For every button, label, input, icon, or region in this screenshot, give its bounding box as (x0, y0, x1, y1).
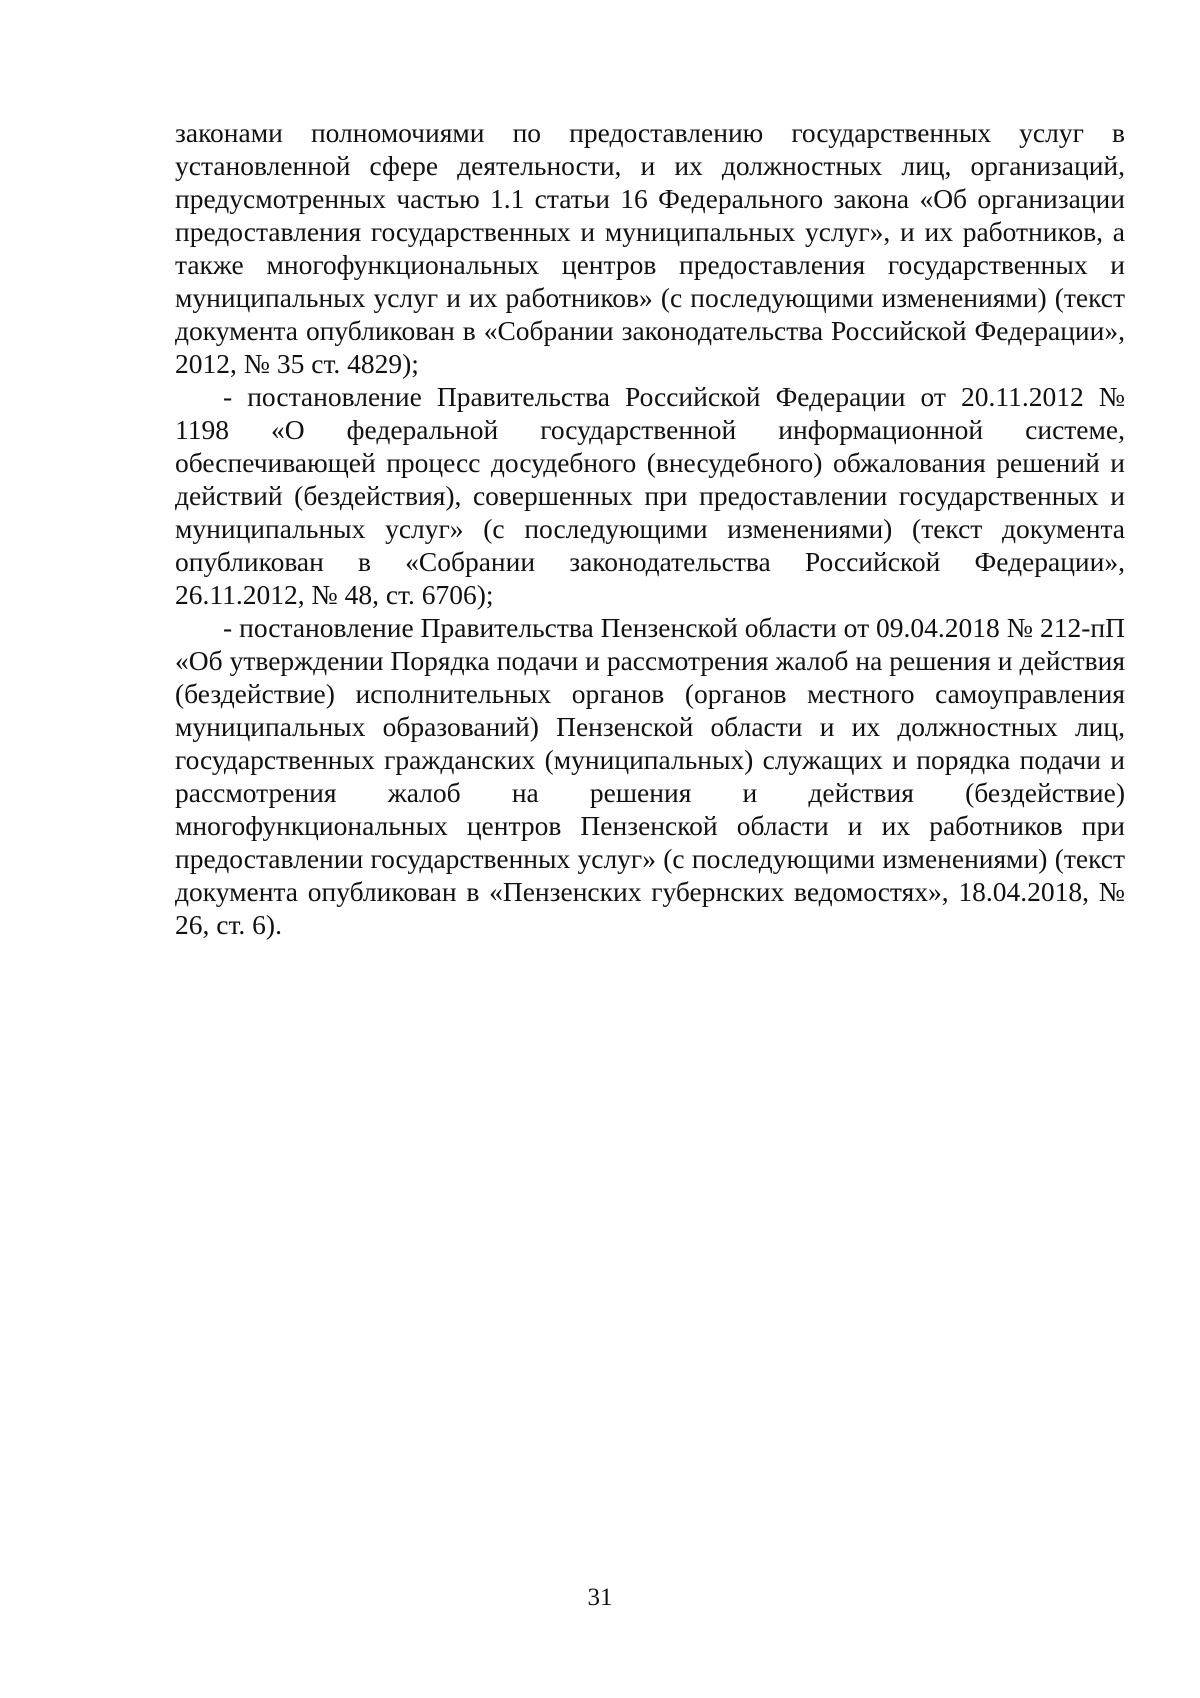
paragraph-federal-resolution-1198: - постановление Правительства Российской Федерации от 20.11.2012 № 1198 «О федеральной государственной информационной системе, обеспечивающей процесс досудебного (внесудебного) обжалования решений и действий (бездействия), совершенных при предоставлении государственных и муниципальных услуг» (с последующими изменениями) (текст документа опубликован в «Собрании законодательства Российской Федерации», 26.11.2012, № 48, ст. 6706); (175, 381, 1125, 610)
paragraph-penza-resolution-212: - постановление Правительства Пензенской области от 09.04.2018 № 212-пП «Об утверждении Порядка подачи и рассмотрения жалоб на решения и действия (бездействие) исполнительных органов (органов местного самоуправления муниципальных образований) Пензенской области и их должностных лиц, государственных гражданских (муниципальных) служащих и порядка подачи и рассмотрения жалоб на решения и действия (бездействие) многофункциональных центров Пензенской области и их работников при предоставлении государственных услуг» (с последующими изменениями) (текст документа опубликован в «Пензенских губернских ведомостях», 18.04.2018, № 26, ст. 6). (175, 612, 1125, 940)
paragraph-continuation: законами полномочиями по предоставлению государственных услуг в установленной сфере деятельности, и их должностных лиц, организаций, предусмотренных частью 1.1 статьи 16 Федерального закона «Об организации предоставления государственных и муниципальных услуг», и их работников, а также многофункциональных центров предоставления государственных и муниципальных услуг и их работников» (с последующими изменениями) (текст документа опубликован в «Собрании законодательства Российской Федерации», 2012, № 35 ст. 4829); (175, 117, 1125, 379)
document-body (175, 116, 1125, 941)
page-number: 31 (587, 1584, 613, 1611)
